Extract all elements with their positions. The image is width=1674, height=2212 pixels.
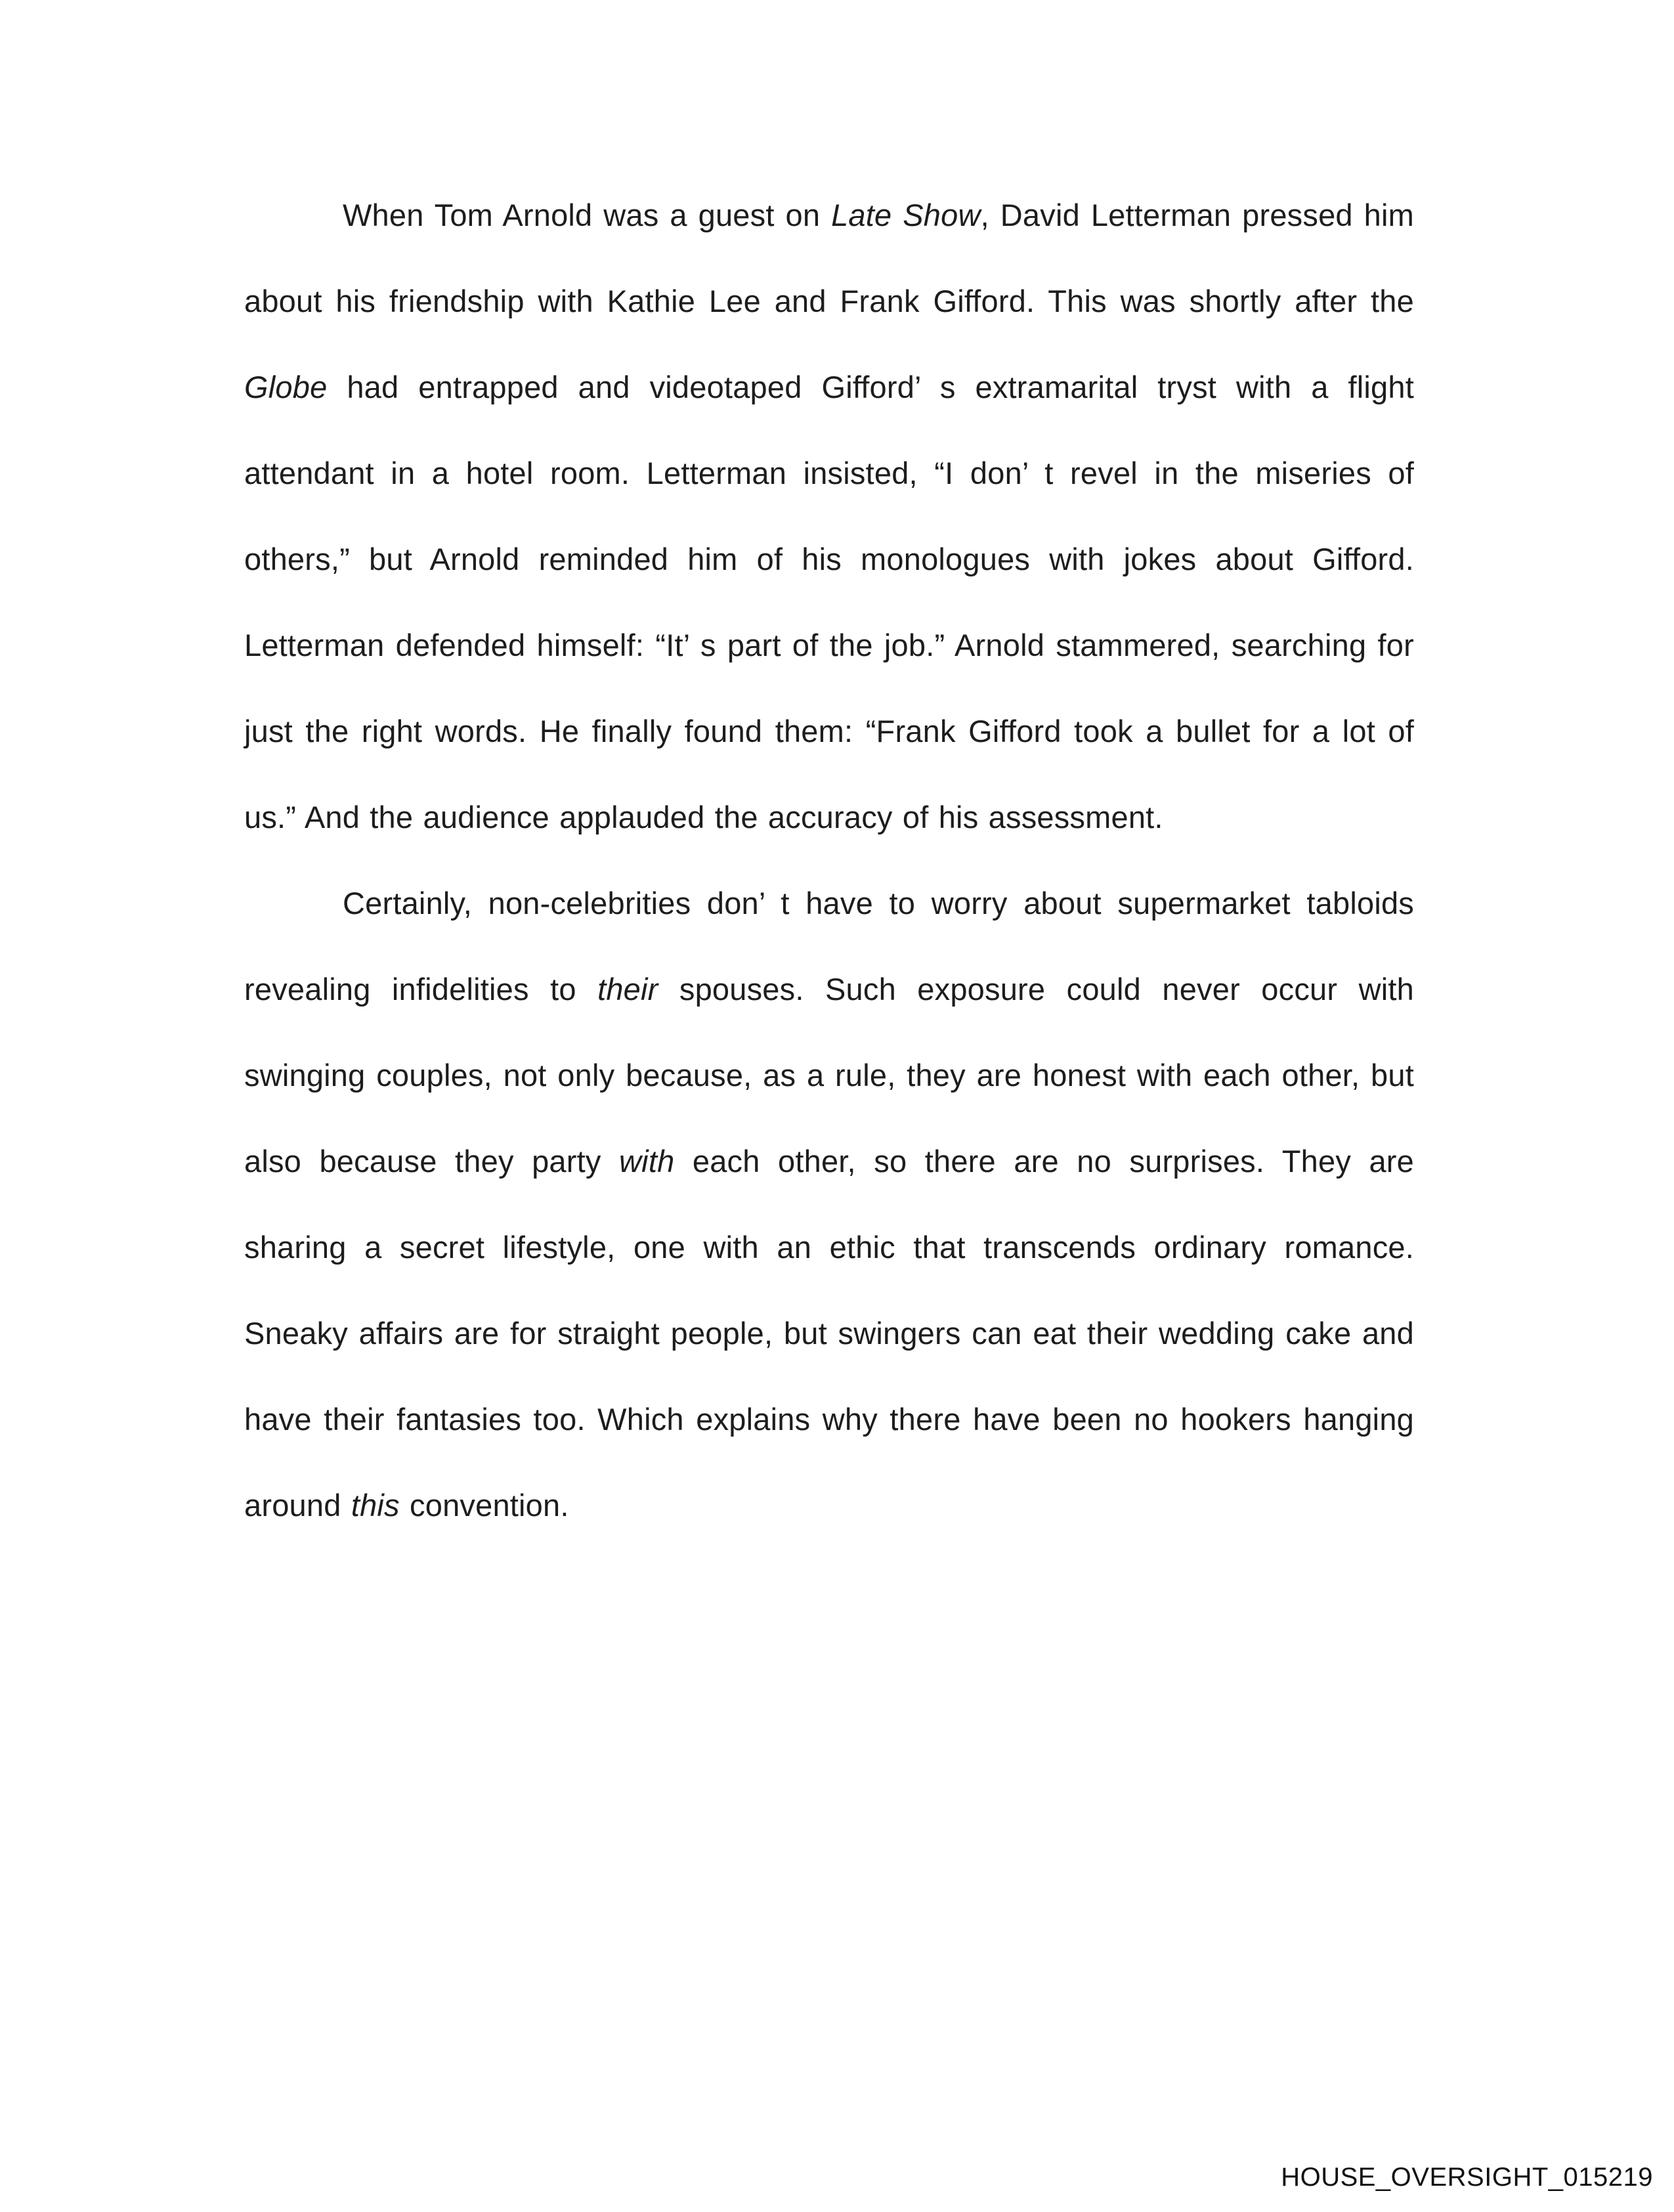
text-run: each other, so there are no surprises. They are sharing a secret lifestyle, one with an ethic that transcends ordinary romance. Sneaky affairs are for straight people, but swingers can eat their wedding cake and have their fantasies too. Which explains why there have been no hookers hanging around (244, 1144, 1414, 1523)
italic-text-run: this (351, 1488, 400, 1523)
italic-text-run: with (619, 1144, 675, 1179)
text-run: had entrapped and videotaped Gifford’ s extramarital tryst with a flight attendant in a hotel room. Letterman insisted, “I don’ t revel in the miseries of others,” but Arnold reminded him of his monologues with jokes about Gifford. Letterman defended himself: “It’ s part of the job.” Arnold stammered, searching for just the right words. He finally found them: “Frank Gifford took a bullet for a lot of us.” And the audience applauded the accuracy of his assessment. (244, 370, 1414, 835)
text-run: convention. (399, 1488, 569, 1523)
text-run: spouses. Such exposure could never occur with swinging couples, not only because, as a rule, they are honest with each other, but also because they party (244, 972, 1414, 1179)
paragraph (244, 172, 1414, 860)
paragraph (244, 860, 1414, 1548)
italic-text-run: Late Show (831, 198, 981, 232)
document-body (244, 172, 1414, 1548)
bates-number: HOUSE_OVERSIGHT_015219 (1281, 2163, 1653, 2192)
text-run: When Tom Arnold was a guest on (343, 198, 832, 232)
italic-text-run: Globe (244, 370, 328, 404)
text-run: , David Letterman pressed him about his friendship with Kathie Lee and Frank Gifford. This was shortly after the (244, 198, 1414, 318)
text-run: Certainly, non-celebrities don’ t have to worry about supermarket tabloids revealing infidelities to (244, 886, 1414, 1007)
italic-text-run: their (597, 972, 658, 1007)
